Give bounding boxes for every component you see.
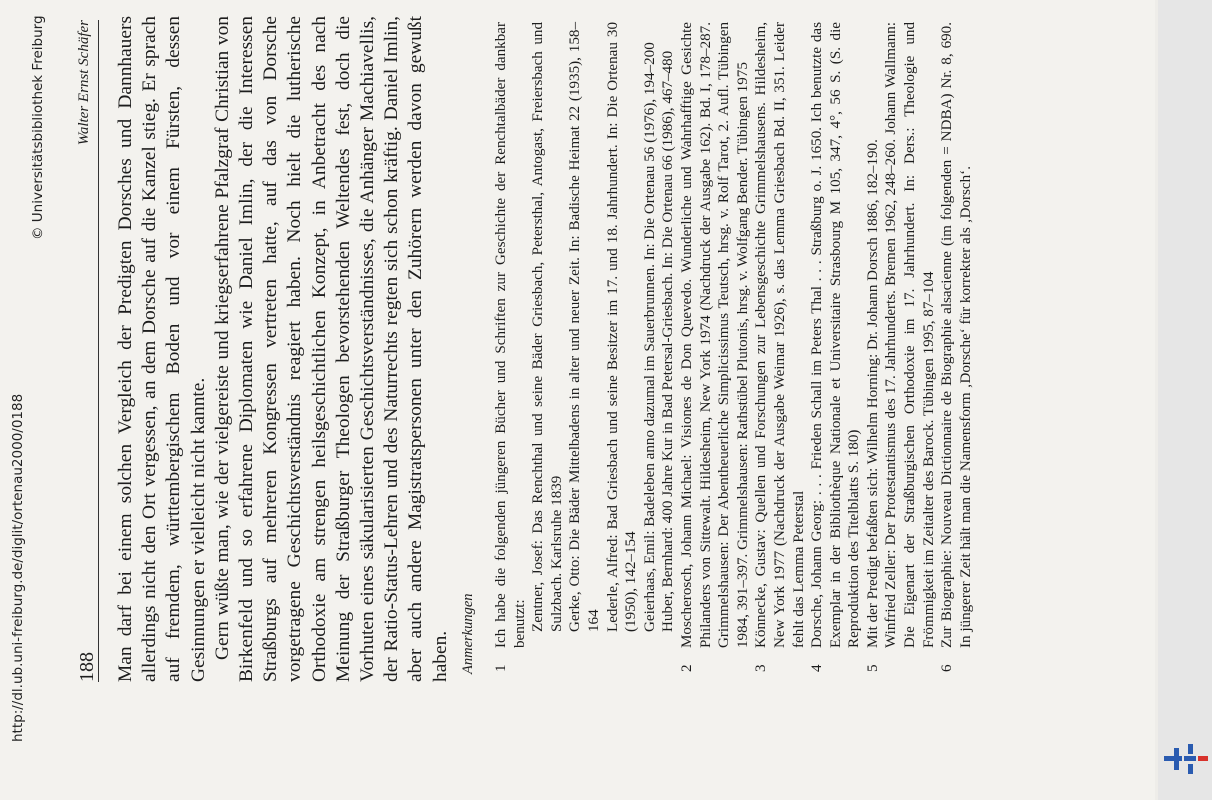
note-text: Dorsche, Johann Georg: . . . Frieden Schall im Peters Thal . . . Straßburg o. J. 1650. Ich benutzte das Exemplar in der Bibliothèque Nationale et Universitaire Strasbourg M 105, 347, 4°, 56 S. (S. die Reproduktion des Titelblatts S. 180) (809, 22, 863, 648)
note-number: 6 (939, 664, 956, 672)
notes-list (492, 22, 975, 672)
note-item (678, 22, 752, 672)
logo-bar (1188, 764, 1193, 774)
logo-bar (1174, 748, 1179, 770)
note-number: 5 (864, 664, 881, 672)
library-logo-icon (1164, 744, 1208, 774)
note-number: 3 (753, 664, 770, 672)
note-source: Lederle, Alfred: Bad Griesbach und seine Besitzer im 17. und 18. Jahrhundert. In: Die Ortenau 30 (1950), 142–154 (604, 22, 640, 632)
logo-bar (1164, 756, 1182, 761)
running-head: Walter Ernst Schäfer (76, 20, 92, 146)
note-text: Mit der Predigt befaßten sich: Wilhelm Horning: Dr. Johann Dorsch 1886, 182–190. (864, 139, 881, 648)
note-item (864, 22, 938, 672)
page-number: 188 (76, 652, 98, 682)
note-item (492, 22, 678, 672)
body-paragraph: Man darf bei einem solchen Vergleich der Predigten Dorsches und Dannhauers allerdings nicht den Ort vergessen, an dem Dorsche auf die Kanzel stieg. Er sprach auf fremdem, württembergischem Boden und vor einem Fürsten, dessen Gesinnungen er vielleicht nicht kannte. (115, 16, 209, 682)
note-number: 2 (678, 664, 695, 672)
note-text: Zur Biographie: Nouveau Dictionnaire de Biographie alsacienne (im folgenden = NDBA) Nr. 8, 690. In jüngerer Zeit hält man die Namensform ‚Dorsche‘ für korrekter als ‚Dorsch‘. (939, 22, 974, 648)
source-url[interactable]: http://dl.ub.uni-freiburg.de/diglit/ortenau2000/0188 (10, 393, 26, 742)
note-source: Geierhaas, Emil: Badeleben anno dazumal im Sauerbrunnen. In: Die Ortenau 56 (1976), 194–200 (641, 42, 658, 632)
note-item (752, 22, 808, 672)
note-number: 1 (493, 664, 509, 672)
note-source: Zentner, Josef: Das Renchthal und seine Bäder Griesbach, Petersthal, Antogast, Freiersbach und Sulzbach. Karlsruhe 1839 (530, 22, 565, 632)
logo-bar (1188, 744, 1193, 754)
note-source: Gerke, Otto: Die Bäder Mittelbadens in alter und neuer Zeit. In: Badische Heimat 22 (1935), 158–164 (567, 22, 602, 632)
library-credits (1158, 0, 1212, 800)
note-item (938, 22, 975, 672)
body-text (114, 16, 453, 682)
note-number: 4 (809, 664, 826, 672)
body-paragraph: Gern wüßte man, wie der vielgereiste und kriegserfahrene Pfalzgraf Christian von Birkenfeld und so erfahrene Diplomaten wie Daniel Imlin, der die Interessen Straßburgs auf mehreren Kongressen vertreten hatte, auf das von Dorsche vorgetragene Geschichtsverständnis reagiert haben. Noch hielt die lutherische Orthodoxie am strengen heilsgeschichtlichen Konzept, in Anbetracht des nach Meinung der Straßburger Theologen bevorstehenden Weltendes fest, doch die Vorhuten eines säkularisierten Geschichtsverständnisses, die Anhänger Machiavellis, der Ratio-Status-Lehren und des Naturrechts regten sich schon kräftig. Daniel Imlin, aber auch andere Magistratspersonen unter den Zuhörern werden davon gewußt haben. (211, 16, 451, 682)
note-text (492, 22, 678, 648)
copyright-notice: © Universitätsbibliothek Freiburg (30, 15, 46, 240)
logo-bar (1184, 756, 1196, 761)
note-text: Könnecke, Gustav: Quellen und Forschungen zur Lebensgeschichte Grimmelshausens. Hildesheim, New York 1977 (Nachdruck der Ausgabe Weimar 1926), s. das Lemma Griesbach Bd. II, 351. Leider fehlt das Lemma Peterstal (753, 22, 807, 648)
logo-bar (1198, 756, 1208, 761)
note-text: Winfried Zeller: Der Protestantismus des 17. Jahrhunderts. Bremen 1962, 248–260. Johann Wallmann: Die Eigenart der Straßburgischen Orthodoxie im 17. Jahrhundert. In: Ders.: Theologie und Frömmigkeit im Zeitalter des Barock. Tübingen 1995, 87–104 (883, 22, 937, 648)
note-intro: Ich habe die folgenden jüngeren Bücher und Schriften zur Geschichte der Renchtalbäder dankbar benutzt: (493, 22, 528, 648)
note-source: Huber, Bernhard: 400 Jahre Kur in Bad Petersal-Griesbach. In: Die Ortenau 66 (1986), 467–480 (660, 50, 677, 632)
header-rule (98, 20, 99, 682)
notes-heading: Anmerkungen (460, 593, 476, 674)
note-text: Moscherosch, Johann Michael: Visiones de Don Quevedo. Wunderliche und Wahrhafftige Gesichte Philanders von Sittewalt. Hildesheim, New York 1974 (Nachdruck der Ausgabe 162). Bd. I, 178–287. Grimmelshausen: Der Abentheuerliche Simplicissimus Teutsch, hrsg. v. Rolf Tarot, 2. Aufl. Tübingen 1984, 391–397. Grimmelshausen: Rathstübel Plutonis, hrsg. v. Wolfgang Bender. Tübingen 1975 (678, 22, 751, 648)
note-item (808, 22, 864, 672)
